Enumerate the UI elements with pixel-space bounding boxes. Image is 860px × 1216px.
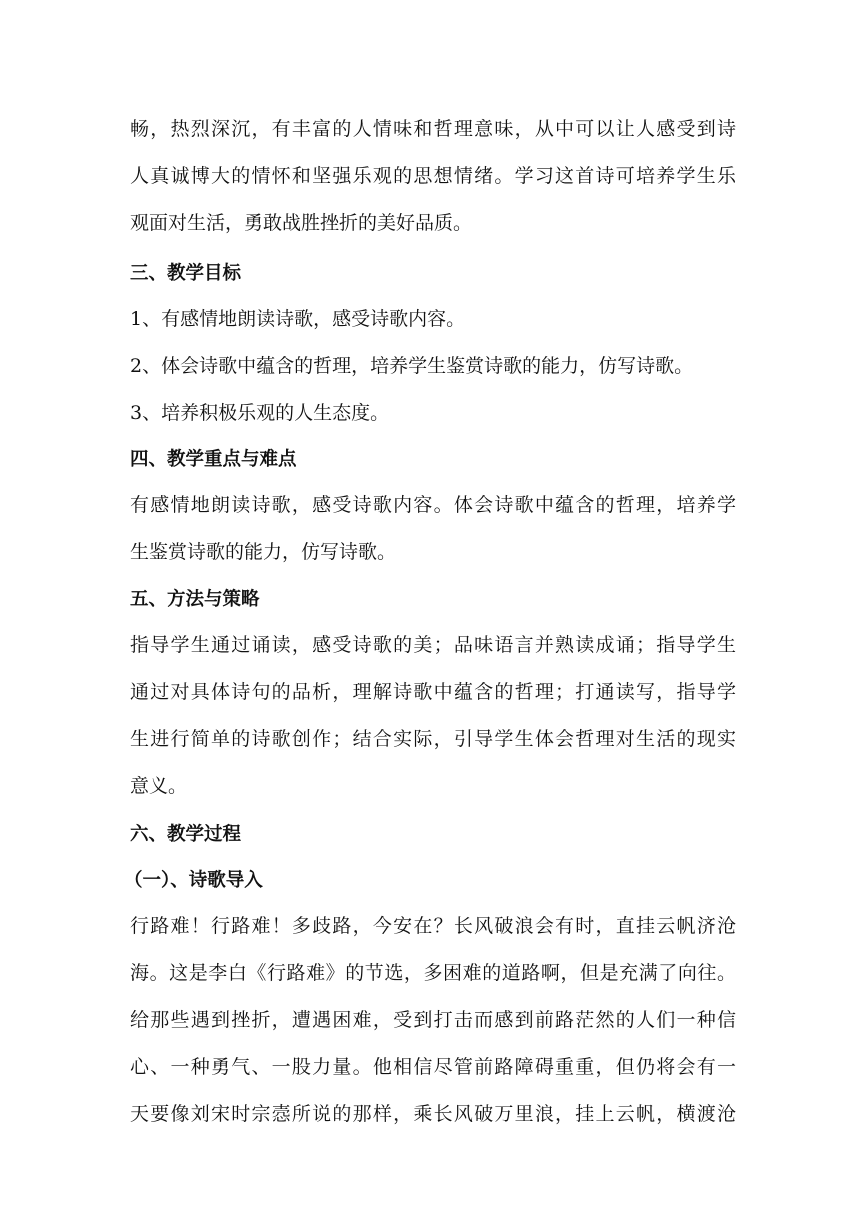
paragraph-line: 意义。 bbox=[130, 775, 188, 797]
paragraph-line: 人真诚博大的情怀和坚强乐观的思想情绪。学习这首诗可培养学生乐 bbox=[130, 165, 736, 187]
paragraph-line: 生进行简单的诗歌创作；结合实际，引导学生体会哲理对生活的现实 bbox=[130, 728, 736, 750]
paragraph-line: 畅，热烈深沉，有丰富的人情味和哲理意味，从中可以让人感受到诗 bbox=[130, 118, 736, 140]
document-page bbox=[124, 108, 736, 1125]
section-heading: 六、教学过程 bbox=[130, 824, 242, 845]
paragraph-line: 天要像刘宋时宗悫所说的那样，乘长风破万里浪，挂上云帆，横渡沧 bbox=[130, 1103, 736, 1125]
section-heading: 四、教学重点与难点 bbox=[130, 449, 297, 470]
paragraph-line: 有感情地朗读诗歌，感受诗歌内容。体会诗歌中蕴含的哲理，培养学 bbox=[130, 494, 736, 516]
section-heading: 五、方法与策略 bbox=[130, 589, 260, 610]
paragraph-line: 给那些遇到挫折，遭遇困难，受到打击而感到前路茫然的人们一种信 bbox=[130, 1009, 736, 1031]
paragraph-line: 观面对生活，勇敢战胜挫折的美好品质。 bbox=[130, 212, 473, 234]
paragraph-line: 行路难！行路难！多歧路，今安在？长风破浪会有时，直挂云帆济沧 bbox=[130, 915, 736, 937]
section-heading: 三、教学目标 bbox=[130, 263, 242, 284]
objective-item: 1、有感情地朗读诗歌，感受诗歌内容。 bbox=[130, 308, 466, 330]
paragraph-line: 心、一种勇气、一股力量。他相信尽管前路障碍重重，但仍将会有一 bbox=[130, 1056, 736, 1078]
subsection-heading: （一）、诗歌导入 bbox=[124, 870, 263, 891]
objective-item: 2、体会诗歌中蕴含的哲理，培养学生鉴赏诗歌的能力，仿写诗歌。 bbox=[130, 355, 694, 377]
paragraph-line: 生鉴赏诗歌的能力，仿写诗歌。 bbox=[130, 541, 397, 563]
paragraph-line: 通过对具体诗句的品析，理解诗歌中蕴含的哲理；打通读写，指导学 bbox=[130, 681, 736, 703]
paragraph-line: 海。这是李白《行路难》的节选，多困难的道路啊，但是充满了向往。 bbox=[130, 962, 736, 984]
objective-item: 3、培养积极乐观的人生态度。 bbox=[130, 402, 390, 424]
paragraph-line: 指导学生通过诵读，感受诗歌的美；品味语言并熟读成诵；指导学生 bbox=[130, 634, 736, 656]
